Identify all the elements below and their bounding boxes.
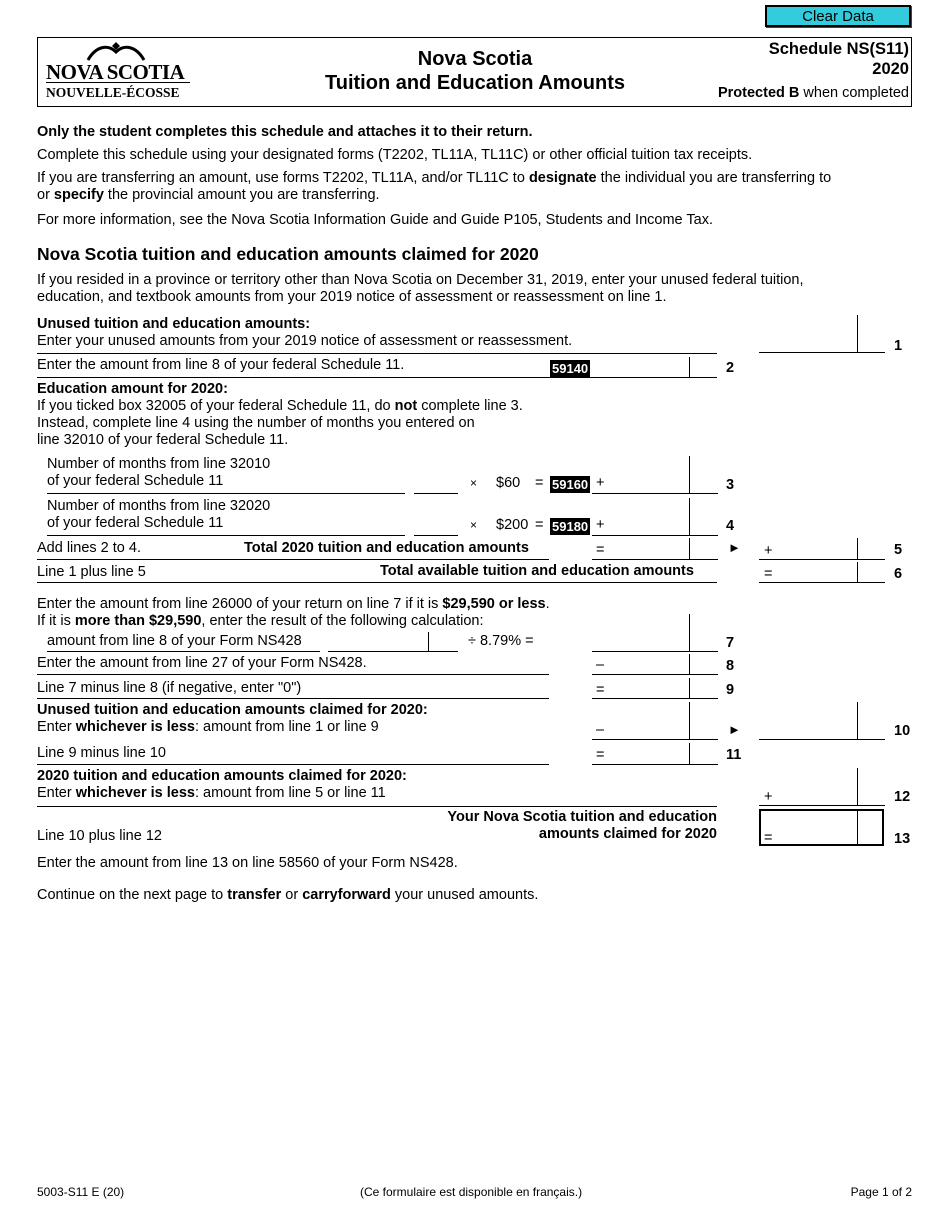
- intro-forms-note: Complete this schedule using your designated forms (T2202, TL11A, TL11C) or other official tuition tax receipts.: [37, 147, 753, 163]
- line11-label: Line 9 minus line 10: [37, 745, 166, 761]
- line4-amount-field[interactable]: [610, 515, 688, 535]
- line13-number: 13: [894, 831, 911, 847]
- line6-amount-field[interactable]: [778, 562, 856, 582]
- line1-amount-field[interactable]: [759, 332, 856, 352]
- line6-number: 6: [894, 566, 903, 582]
- logo-sub-text: NOUVELLE-ÉCOSSE: [46, 85, 180, 100]
- line2-label: Enter the amount from line 8 of your federal Schedule 11.: [37, 357, 405, 373]
- line5-amount-field[interactable]: [778, 539, 856, 559]
- section-heading: Nova Scotia tuition and education amounts claimed for 2020: [37, 244, 539, 264]
- line5-label: Add lines 2 to 4.: [37, 540, 141, 556]
- line7-instructions: Enter the amount from line 26000 of your return on line 7 if it is $29,590 or less. If it is more than $29,590, enter the result of the following calculation:: [37, 596, 550, 629]
- line7-divisor: ÷ 8.79% =: [468, 633, 534, 649]
- line8-label: Enter the amount from line 27 of your Form NS428.: [37, 655, 367, 671]
- line7-number: 7: [726, 635, 735, 651]
- education-amount-instructions: Education amount for 2020: If you ticked box 32005 of your federal Schedule 11, do not complete line 3. Instead, complete line 4 using the number of months you entered on line 32010 of your federal Schedule 11.: [37, 381, 523, 448]
- tax-year: 2020: [872, 60, 909, 78]
- line13-instruction: Enter the amount from line 13 on line 58560 of your Form NS428.: [37, 855, 458, 871]
- line4-months-field[interactable]: [414, 515, 458, 535]
- line10-subtotal-field[interactable]: [610, 719, 688, 739]
- line3-label: Number of months from line 32010 of your federal Schedule 11: [47, 456, 271, 489]
- line4-rate: $200: [496, 517, 529, 533]
- line6-label: Line 1 plus line 5: [37, 564, 146, 580]
- line3-months-field[interactable]: [414, 473, 458, 493]
- form-title-line1: Nova Scotia: [417, 48, 533, 70]
- line9-label: Line 7 minus line 8 (if negative, enter "0"): [37, 680, 302, 696]
- line10-amount-field[interactable]: [778, 719, 856, 739]
- french-availability-note: (Ce formulaire est disponible en français.): [360, 1185, 583, 1199]
- line2-amount-field[interactable]: [592, 356, 688, 376]
- line1-number: 1: [894, 338, 903, 354]
- intro-student-note: Only the student completes this schedule and attaches it to their return.: [37, 124, 533, 140]
- intro-info-note: For more information, see the Nova Scotia Information Guide and Guide P105, Students and Income Tax.: [37, 212, 713, 228]
- line13-amount-field[interactable]: [778, 824, 856, 844]
- line13-label: Line 10 plus line 12: [37, 828, 162, 844]
- line5-subtotal-field[interactable]: [610, 539, 688, 559]
- line10-arrow-icon: ►: [728, 722, 741, 737]
- line10-label: Unused tuition and education amounts claimed for 2020: Enter whichever is less: amount from line 1 or line 9: [37, 702, 428, 735]
- section-description: If you resided in a province or territory other than Nova Scotia on December 31, 2019, enter your unused federal tuition, education, and textbook amounts from your 2019 notice of assessment or reassessment on line 1.: [37, 272, 804, 305]
- line3-amount-field[interactable]: [610, 473, 688, 493]
- protected-notice: Protected B when completed: [717, 85, 909, 101]
- line4-code: 59180: [552, 519, 589, 534]
- line11-amount-field[interactable]: [610, 744, 688, 764]
- line12-number: 12: [894, 789, 911, 805]
- line6-total-label: Total available tuition and education amounts: [380, 563, 694, 579]
- line4-label: Number of months from line 32020 of your federal Schedule 11: [47, 498, 271, 531]
- line9-amount-field[interactable]: [610, 678, 688, 698]
- line3-number: 3: [726, 477, 735, 493]
- line13-total-label: Your Nova Scotia tuition and education amounts claimed for 2020: [447, 809, 717, 842]
- line2-code: 59140: [552, 361, 589, 376]
- line3-rate: $60: [496, 475, 521, 491]
- form-title-line2: Tuition and Education Amounts: [325, 72, 625, 94]
- clear-data-button[interactable]: Clear Data: [765, 5, 911, 27]
- logo-bird-icon: [86, 42, 146, 62]
- line7-amount-field[interactable]: [592, 631, 688, 651]
- schedule-name: Schedule NS(S11): [768, 40, 909, 58]
- line1-label: Unused tuition and education amounts: Enter your unused amounts from your 2019 notice of assessment or reassessment.: [37, 316, 573, 349]
- form-id: 5003-S11 E (20): [37, 1185, 125, 1199]
- line5-arrow-icon: ►: [728, 540, 741, 555]
- intro-transfer-note: If you are transferring an amount, use forms T2202, TL11A, and/or TL11C to designate the individual you are transferring to or specify the provincial amount you are transferring.: [37, 170, 832, 203]
- line5-total-label: Total 2020 tuition and education amounts: [244, 540, 529, 556]
- line4-number: 4: [726, 518, 735, 534]
- line10-number: 10: [894, 723, 911, 739]
- line9-number: 9: [726, 682, 735, 698]
- page-number: Page 1 of 2: [850, 1185, 912, 1199]
- line8-number: 8: [726, 658, 735, 674]
- logo-main-text: NOVA SCOTIA: [46, 60, 185, 84]
- line8-amount-field[interactable]: [610, 654, 688, 674]
- line7-label: amount from line 8 of your Form NS428: [47, 633, 302, 649]
- nova-scotia-logo: [46, 42, 194, 102]
- line12-amount-field[interactable]: [778, 785, 856, 805]
- line12-label: 2020 tuition and education amounts claimed for 2020: Enter whichever is less: amount from line 5 or line 11: [37, 768, 407, 801]
- line2-number: 2: [726, 360, 735, 376]
- line7-ns428-amount-field[interactable]: [328, 631, 428, 651]
- line5-number: 5: [894, 542, 903, 558]
- line3-code: 59160: [552, 477, 589, 492]
- line11-number: 11: [726, 747, 742, 763]
- continue-instruction: Continue on the next page to transfer or carryforward your unused amounts.: [37, 887, 539, 903]
